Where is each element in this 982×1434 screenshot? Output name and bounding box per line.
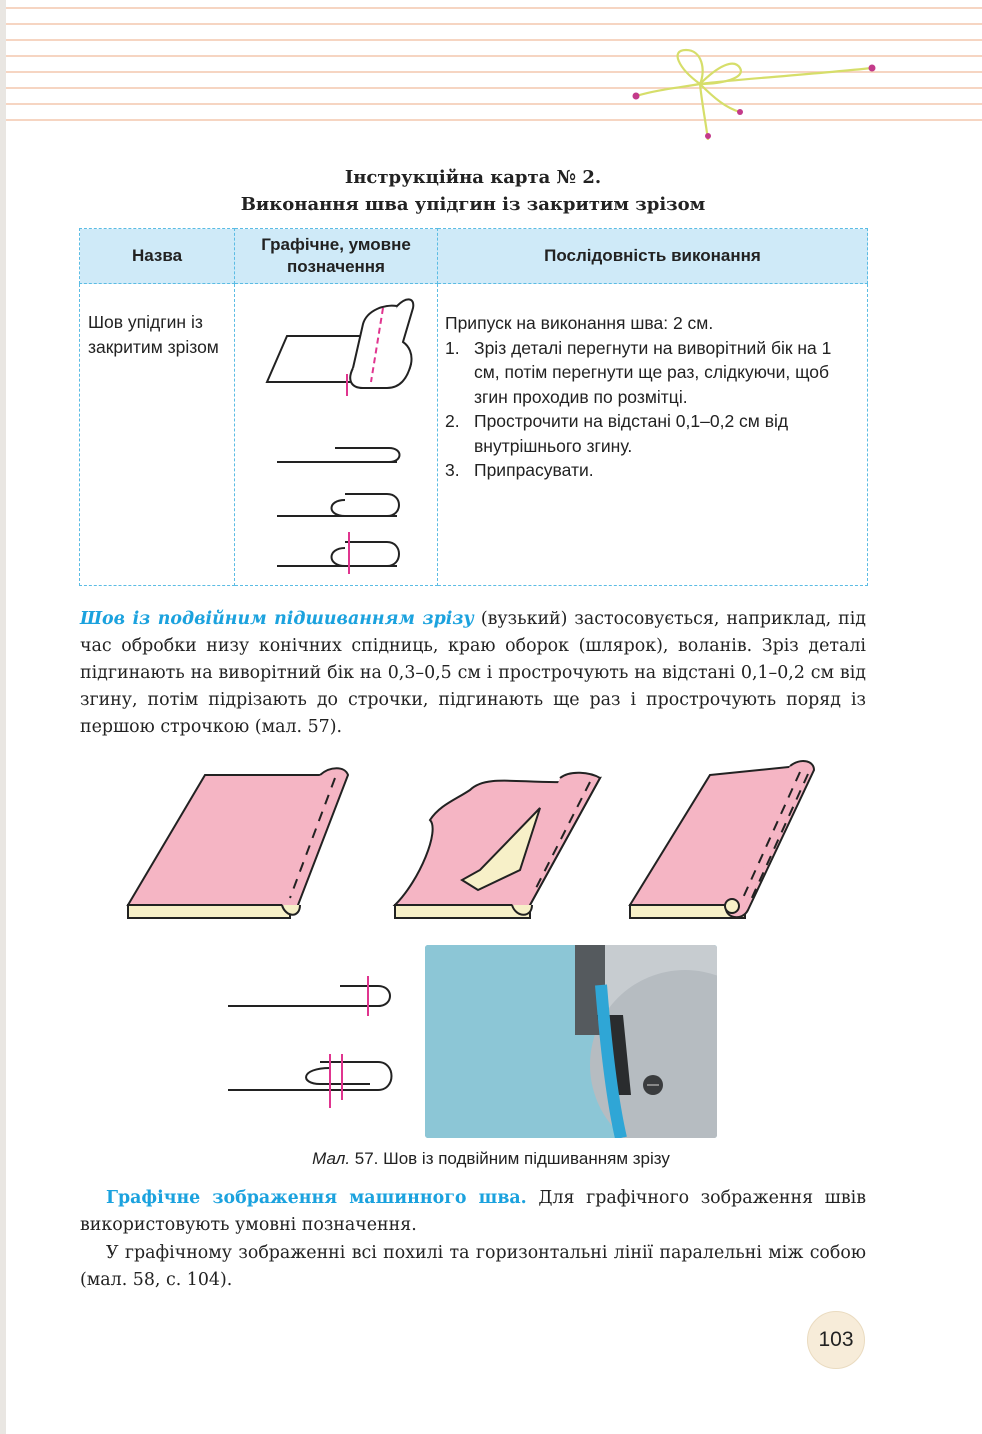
sewing-machine-photo xyxy=(425,945,717,1138)
paragraph-double-hem-text: (вузький) застосовується, наприклад, під час обробки низу конічних спідниць, краю оборок (шлярок), воланів. Зріз деталі підгинають на виворітний бік на 0,3–0,5 см і прострочують на відстані 0,1–0,2 см від згину, потім підрізають до строчки, підгинають ще раз і прострочують поряд із першою строчкою (мал. 57). xyxy=(80,609,866,737)
caption-prefix: Мал. xyxy=(312,1149,351,1168)
thread-bow-icon xyxy=(636,50,872,140)
instruction-card-title-line1: Інструкційна карта № 2. xyxy=(344,167,602,188)
paragraph-graphic-seam xyxy=(80,1185,866,1239)
table-header-row xyxy=(80,229,868,284)
graphic-cell xyxy=(235,284,438,586)
caption-text: 57. Шов із подвійним підшиванням зрізу xyxy=(350,1149,670,1168)
table-row xyxy=(80,284,868,586)
allowance-text: Припуск на виконання шва: 2 см. xyxy=(445,313,714,333)
list-item xyxy=(445,336,861,410)
sequence-cell xyxy=(438,284,868,586)
double-hem-diagram-1-icon xyxy=(228,986,390,1006)
instruction-card-title-line2: Виконання шва упідгин із закритим зрізом xyxy=(240,194,706,215)
page-number: 103 xyxy=(818,1328,854,1351)
instruction-card-title xyxy=(80,164,866,218)
step-text: Прострочити на відстані 0,1–0,2 см від внутрішнього згину. xyxy=(474,411,789,456)
term-double-hem: Шов із подвійним підшиванням зрізу xyxy=(80,609,474,629)
paragraph-parallel-lines xyxy=(80,1240,866,1294)
step-number: 3. xyxy=(445,460,460,480)
page-number-badge xyxy=(807,1311,865,1369)
step-number: 2. xyxy=(445,411,460,431)
term-graphic-seam: Графічне зображення машинного шва. xyxy=(106,1188,527,1208)
fabric-step-1-icon xyxy=(128,768,348,918)
page-left-edge xyxy=(0,0,6,1434)
paragraph-double-hem xyxy=(80,606,866,741)
steps-list xyxy=(445,336,861,483)
figure-caption xyxy=(0,1149,982,1169)
list-item xyxy=(445,458,861,483)
header-graphic: Графічне, умовне позначення xyxy=(235,229,438,284)
paragraph-parallel-lines-text: У графічному зображенні всі похилі та горизонтальні лінії паралельні між собою (мал. 58, с. 104). xyxy=(80,1243,866,1290)
fabric-step-3-icon xyxy=(630,761,814,918)
fabric-step-2-icon xyxy=(395,773,600,918)
step-number: 1. xyxy=(445,337,460,358)
step-text: Зріз деталі перегнути на виворітний бік на 1 см, потім перегнути ще раз, слідкуючи, щоб згин проходив по розмітці. xyxy=(474,337,832,407)
instruction-card-table xyxy=(79,228,868,586)
paragraph-graphic-seam-text: Для графічного зображення швів використовують умовні позначення. xyxy=(80,1188,866,1235)
header-name: Назва xyxy=(80,229,235,284)
step-text: Припрасувати. xyxy=(474,460,594,480)
header-stripes-decoration xyxy=(6,0,982,140)
seam-name-cell xyxy=(80,284,235,586)
seam-name: Шов упідгин із закритим зрізом xyxy=(88,312,219,357)
closed-hem-seam-diagram xyxy=(235,284,438,580)
list-item xyxy=(445,409,861,458)
header-sequence: Послідовність виконання xyxy=(438,229,868,284)
double-hem-diagram-2-icon xyxy=(228,1062,392,1090)
